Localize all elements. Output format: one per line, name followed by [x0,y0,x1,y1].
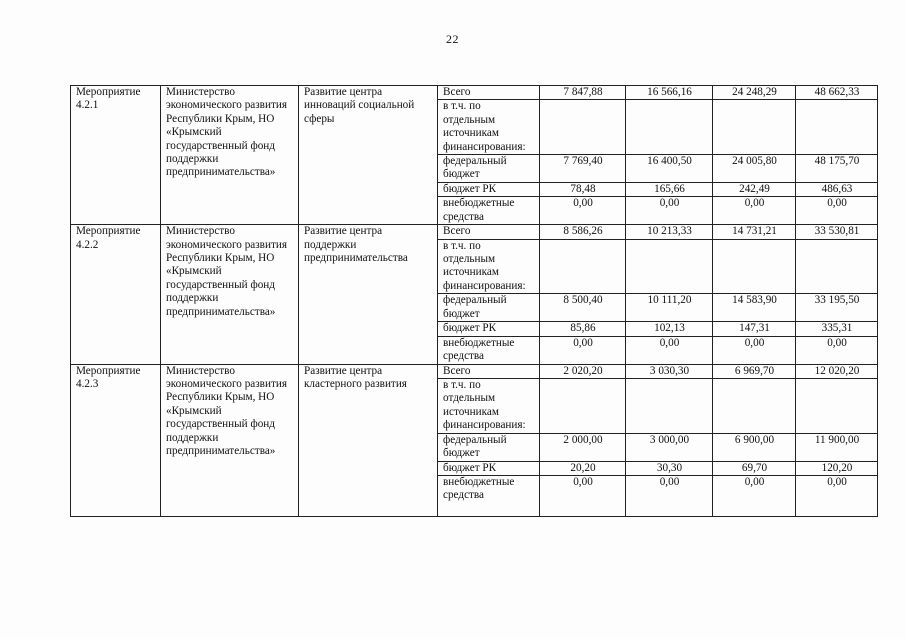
amount-cell [540,100,626,155]
amount-cell: 3 030,30 [626,364,713,378]
amount-cell: 2 020,20 [540,364,626,378]
amount-cell: 24 248,29 [713,86,796,100]
amount-cell: 12 020,20 [796,364,878,378]
amount-cell: 3 000,00 [626,433,713,461]
amount-cell: 486,63 [796,183,878,197]
amount-cell: 0,00 [796,475,878,516]
table-row [71,225,878,239]
page-number: 22 [446,32,459,46]
amount-cell: 0,00 [626,475,713,516]
funding-source-cell: внебюджетные средства [438,336,540,364]
amount-cell: 16 566,16 [626,86,713,100]
funding-source-cell: внебюджетные средства [438,197,540,225]
executor-cell: Министерство экономического развития Республики Крым, НО «Крымский государственный фонд поддержки предпринимательства» [161,364,299,516]
funding-source-cell: бюджет РК [438,461,540,475]
funding-source-cell: Всего [438,225,540,239]
amount-cell: 242,49 [713,183,796,197]
amount-cell: 48 662,33 [796,86,878,100]
amount-cell: 0,00 [540,475,626,516]
amount-cell: 14 731,21 [713,225,796,239]
amount-cell: 6 900,00 [713,433,796,461]
funding-source-cell: Всего [438,86,540,100]
amount-cell: 2 000,00 [540,433,626,461]
amount-cell: 8 586,26 [540,225,626,239]
amount-cell: 0,00 [713,197,796,225]
amount-cell: 0,00 [796,197,878,225]
amount-cell: 8 500,40 [540,294,626,322]
amount-cell: 102,13 [626,322,713,336]
amount-cell: 165,66 [626,183,713,197]
amount-cell: 0,00 [540,197,626,225]
amount-cell: 120,20 [796,461,878,475]
amount-cell: 33 530,81 [796,225,878,239]
table-row [71,86,878,100]
amount-cell: 335,31 [796,322,878,336]
funding-source-cell: в т.ч. по отдельным источникам финансирования: [438,239,540,294]
amount-cell [713,239,796,294]
amount-cell: 7 769,40 [540,155,626,183]
amount-cell: 0,00 [713,336,796,364]
amount-cell: 6 969,70 [713,364,796,378]
executor-cell: Министерство экономического развития Республики Крым, НО «Крымский государственный фонд поддержки предпринимательства» [161,86,299,225]
amount-cell: 10 213,33 [626,225,713,239]
amount-cell [796,378,878,433]
amount-cell [796,239,878,294]
amount-cell [540,378,626,433]
amount-cell: 0,00 [540,336,626,364]
funding-source-cell: федеральный бюджет [438,294,540,322]
amount-cell: 10 111,20 [626,294,713,322]
funding-source-cell: федеральный бюджет [438,155,540,183]
funding-source-cell: бюджет РК [438,322,540,336]
funding-source-cell: в т.ч. по отдельным источникам финансирования: [438,100,540,155]
amount-cell: 14 583,90 [713,294,796,322]
financing-table [70,85,878,517]
amount-cell [626,239,713,294]
event-name-cell: Развитие центра поддержки предпринимательства [299,225,438,364]
amount-cell: 48 175,70 [796,155,878,183]
amount-cell: 11 900,00 [796,433,878,461]
amount-cell: 16 400,50 [626,155,713,183]
amount-cell: 24 005,80 [713,155,796,183]
event-name-cell: Развитие центра кластерного развития [299,364,438,516]
amount-cell: 33 195,50 [796,294,878,322]
amount-cell: 0,00 [626,336,713,364]
event-cell: Мероприятие 4.2.2 [71,225,161,364]
amount-cell: 78,48 [540,183,626,197]
amount-cell: 69,70 [713,461,796,475]
amount-cell: 30,30 [626,461,713,475]
funding-source-cell: Всего [438,364,540,378]
event-cell: Мероприятие 4.2.3 [71,364,161,516]
amount-cell: 0,00 [713,475,796,516]
amount-cell [626,100,713,155]
event-cell: Мероприятие 4.2.1 [71,86,161,225]
event-name-cell: Развитие центра инноваций социальной сферы [299,86,438,225]
amount-cell: 147,31 [713,322,796,336]
amount-cell: 20,20 [540,461,626,475]
amount-cell [796,100,878,155]
amount-cell: 85,86 [540,322,626,336]
amount-cell [540,239,626,294]
amount-cell [626,378,713,433]
table-row [71,364,878,378]
funding-source-cell: федеральный бюджет [438,433,540,461]
amount-cell: 0,00 [796,336,878,364]
funding-source-cell: бюджет РК [438,183,540,197]
amount-cell: 7 847,88 [540,86,626,100]
amount-cell [713,378,796,433]
executor-cell: Министерство экономического развития Республики Крым, НО «Крымский государственный фонд поддержки предпринимательства» [161,225,299,364]
funding-source-cell: внебюджетные средства [438,475,540,516]
funding-source-cell: в т.ч. по отдельным источникам финансирования: [438,378,540,433]
amount-cell [713,100,796,155]
amount-cell: 0,00 [626,197,713,225]
